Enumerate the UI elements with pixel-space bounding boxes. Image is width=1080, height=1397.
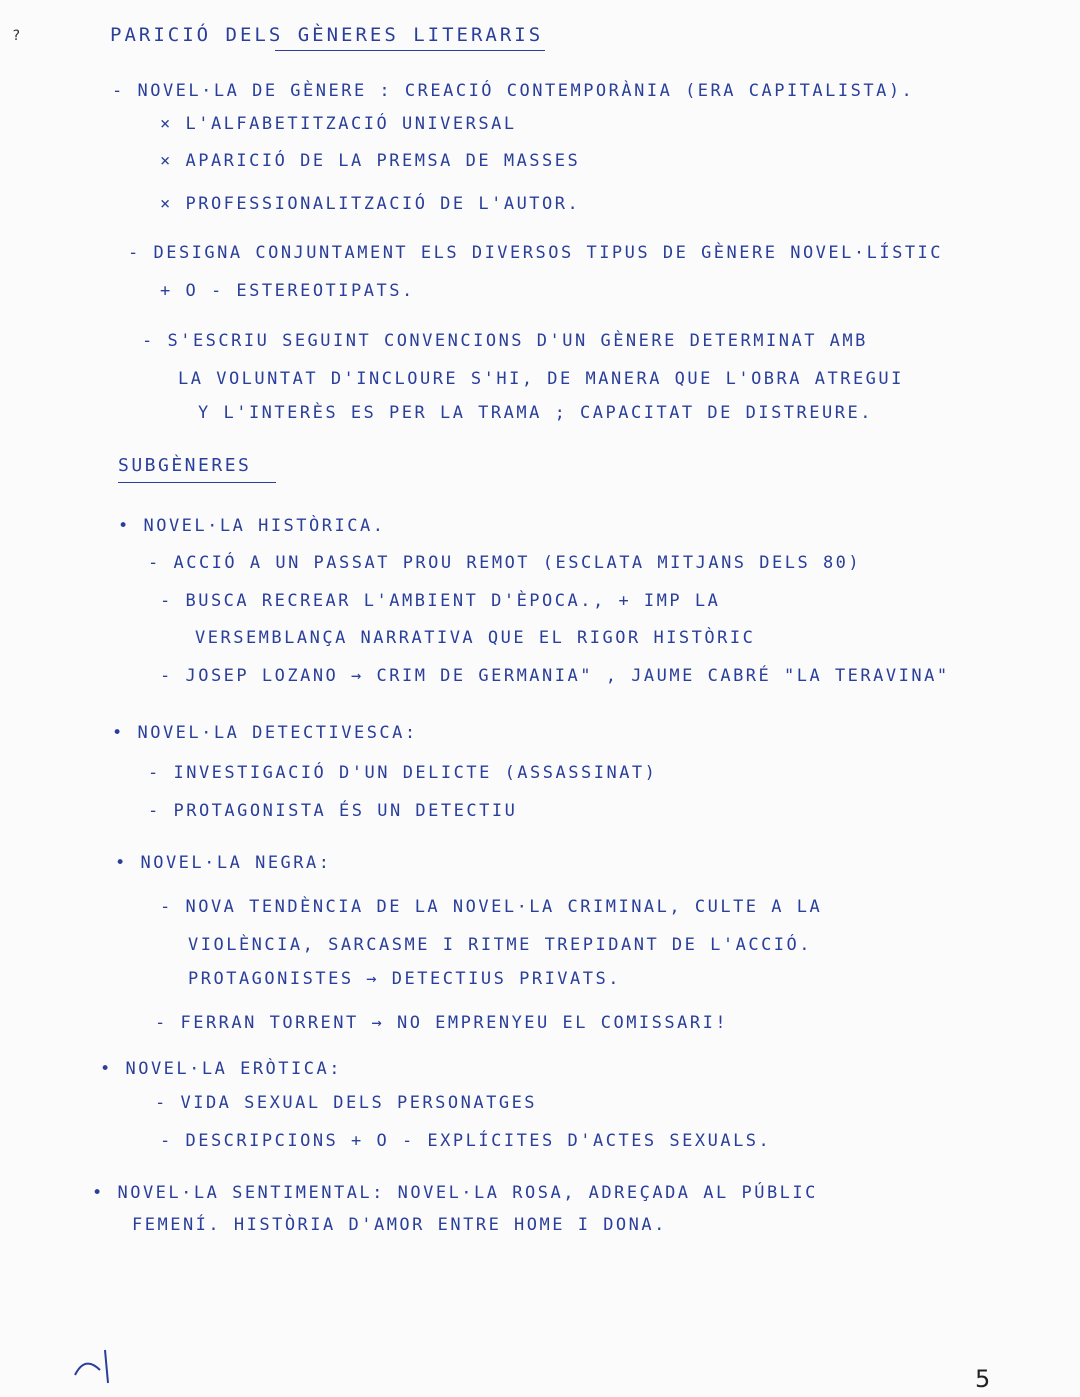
- intro-line-3: × APARICIÓ DE LA PREMSA DE MASSES: [160, 151, 581, 171]
- intro-line-5: - DESIGNA CONJUNTAMENT ELS DIVERSOS TIPUS DE GÈNERE NOVEL·LÍSTIC: [128, 243, 944, 263]
- subgenre-historica-line-2: - BUSCA RECREAR L'AMBIENT D'ÈPOCA., + IMP LA: [160, 591, 721, 611]
- page-title: PARICIÓ DELS GÈNERES LITERARIS: [110, 24, 544, 46]
- subgenre-negra-line-1: - NOVA TENDÈNCIA DE LA NOVEL·LA CRIMINAL, CULTE A LA: [160, 897, 823, 917]
- subgenre-erotica-line-1: - VIDA SEXUAL DELS PERSONATGES: [155, 1093, 538, 1113]
- subgenre-erotica-title: • NOVEL·LA ERÒTICA:: [100, 1059, 342, 1079]
- subgenres-underline: [118, 482, 276, 483]
- subgenre-negra-line-3: PROTAGONISTES → DETECTIUS PRIVATS.: [188, 969, 621, 989]
- intro-line-1: - NOVEL·LA DE GÈNERE : CREACIÓ CONTEMPORÀNIA (ERA CAPITALISTA).: [112, 81, 915, 101]
- subgenre-sentimental-line-2: FEMENÍ. HISTÒRIA D'AMOR ENTRE HOME I DONA.: [132, 1215, 667, 1235]
- intro-line-2: × L'ALFABETITZACIÓ UNIVERSAL: [160, 114, 517, 134]
- intro-line-8: LA VOLUNTAT D'INCLOURE S'HI, DE MANERA QUE L'OBRA ATREGUI: [178, 369, 904, 389]
- subgenre-historica-title: • NOVEL·LA HISTÒRICA.: [118, 516, 386, 536]
- subgenre-historica-line-4: - JOSEP LOZANO → CRIM DE GERMANIA" , JAUME CABRÉ "LA TERAVINA": [160, 666, 950, 686]
- subgenre-negra-line-4: - FERRAN TORRENT → NO EMPRENYEU EL COMISSARI!: [155, 1013, 729, 1033]
- title-underline: [275, 50, 545, 51]
- page-number: 5: [975, 1365, 991, 1393]
- corner-scribble-icon: [70, 1345, 120, 1385]
- intro-line-4: × PROFESSIONALITZACIÓ DE L'AUTOR.: [160, 194, 581, 214]
- subgenre-negra-line-2: VIOLÈNCIA, SARCASME I RITME TREPIDANT DE L'ACCIÓ.: [188, 935, 813, 955]
- intro-line-9: Y L'INTERÈS ES PER LA TRAMA ; CAPACITAT DE DISTREURE.: [198, 403, 873, 423]
- subgenre-detectivesca-line-1: - INVESTIGACIÓ D'UN DELICTE (ASSASSINAT): [148, 763, 658, 783]
- subgenre-negra-title: • NOVEL·LA NEGRA:: [115, 853, 332, 873]
- intro-line-7: - S'ESCRIU SEGUINT CONVENCIONS D'UN GÈNERE DETERMINAT AMB: [142, 331, 868, 351]
- subgenre-historica-line-1: - ACCIÓ A UN PASSAT PROU REMOT (ESCLATA MITJANS DELS 80): [148, 553, 862, 573]
- subgenre-sentimental-line-1: • NOVEL·LA SENTIMENTAL: NOVEL·LA ROSA, ADREÇADA AL PÚBLIC: [92, 1183, 818, 1203]
- subgenres-heading: SUBGÈNERES: [118, 455, 252, 476]
- intro-line-6: + O - ESTEREOTIPATS.: [160, 281, 415, 301]
- margin-mark: ?: [12, 28, 21, 44]
- subgenre-historica-line-3: VERSEMBLANÇA NARRATIVA QUE EL RIGOR HISTÒRIC: [195, 628, 756, 648]
- subgenre-detectivesca-title: • NOVEL·LA DETECTIVESCA:: [112, 723, 418, 743]
- subgenre-detectivesca-line-2: - PROTAGONISTA ÉS UN DETECTIU: [148, 801, 518, 821]
- subgenre-erotica-line-2: - DESCRIPCIONS + O - EXPLÍCITES D'ACTES SEXUALS.: [160, 1131, 772, 1151]
